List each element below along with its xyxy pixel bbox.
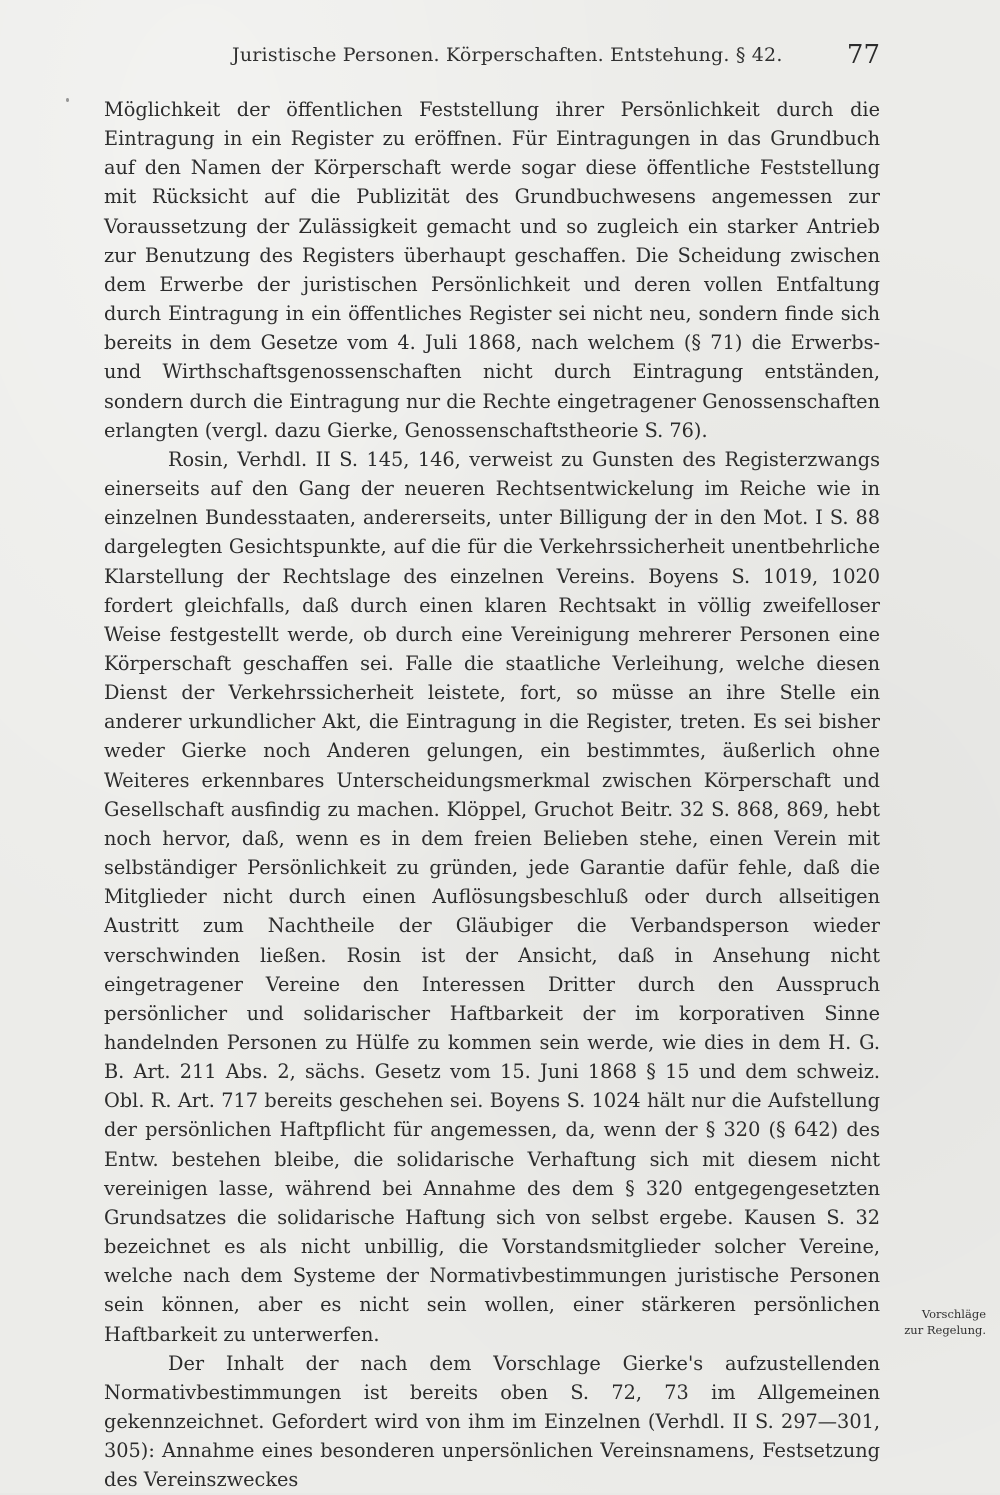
running-title: Juristische Personen. Körperschaften. Entstehung. § 42. [232, 44, 783, 66]
margin-note-line-2: zur Regelung. [904, 1323, 986, 1337]
paragraph-1: Möglichkeit der öffentlichen Feststellung ihrer Persönlichkeit durch die Eintragung in ein Register zu eröffnen. Für Eintragungen in das Grundbuch auf den Namen der Körperschaft werde sogar diese öffentliche Feststellung mit Rücksicht auf die Publizität des Grundbuchwesens angemessen zur Voraussetzung der Zulässigkeit gemacht und so zugleich ein starker Antrieb zur Benutzung des Registers überhaupt geschaffen. Die Scheidung zwischen dem Erwerbe der juristischen Persönlichkeit und deren vollen Entfaltung durch Eintragung in ein öffentliches Register sei nicht neu, sondern finde sich bereits in dem Gesetze vom 4. Juli 1868, nach welchem (§ 71) die Erwerbs- und Wirthschaftsgenossenschaften nicht durch Eintragung entständen, sondern durch die Eintragung nur die Rechte eingetragener Genossenschaften erlangten (vergl. dazu Gierke, Genossenschaftstheorie S. 76). [104, 98, 880, 442]
paragraph-3: Der Inhalt der nach dem Vorschlage Gierke's aufzustellenden Normativbestimmungen ist bereits oben S. 72, 73 im Allgemeinen gekennzeichnet. Gefordert wird von ihm im Einzelnen (Verhdl. II S. 297—301, 305): Annahme eines besonderen unpersönlichen Vereinsnamens, Festsetzung des Vereinszweckes [104, 1351, 880, 1492]
page-header [232, 40, 880, 76]
paragraph-2: Rosin, Verhdl. II S. 145, 146, verweist zu Gunsten des Registerzwangs einerseits auf den Gang der neueren Rechtsentwickelung im Reiche wie in einzelnen Bundesstaaten, andererseits, unter Billigung der in den Mot. I S. 88 dargelegten Gesichtspunkte, auf die für die Verkehrssicherheit unentbehrliche Klarstellung der Rechtslage des einzelnen Vereins. Boyens S. 1019, 1020 fordert gleichfalls, daß durch einen klaren Rechtsakt in völlig zweifelloser Weise festgestellt werde, ob durch eine Vereinigung mehrerer Personen eine Körperschaft geschaffen sei. Falle die staatliche Verleihung, welche diesen Dienst der Verkehrssicherheit leistete, fort, so müsse an ihre Stelle ein anderer urkundlicher Akt, die Eintragung in die Register, treten. Es sei bisher weder Gierke noch Anderen gelungen, ein bestimmtes, äußerlich ohne Weiteres erkennbares Unterscheidungsmerkmal zwischen Körperschaft und Gesellschaft ausfindig zu machen. Klöppel, Gruchot Beitr. 32 S. 868, 869, hebt noch hervor, daß, wenn es in dem freien Belieben stehe, einen Verein mit selbständiger Persönlichkeit zu gründen, jede Garantie dafür fehle, daß die Mitglieder nicht durch einen Auflösungsbeschluß oder durch allseitigen Austritt zum Nachtheile der Gläubiger die Verbandsperson wieder verschwinden ließen. Rosin ist der Ansicht, daß in Ansehung nicht eingetragener Vereine den Interessen Dritter durch den Ausspruch persönlicher und solidarischer Haftbarkeit der im korporativen Sinne handelnden Personen zu Hülfe zu kommen sein werde, wie dies in dem H. G. B. Art. 211 Abs. 2, sächs. Gesetz vom 15. Juni 1868 § 15 und dem schweiz. Obl. R. Art. 717 bereits geschehen sei. Boyens S. 1024 hält nur die Aufstellung der persönlichen Haftpflicht für angemessen, da, wenn der § 320 (§ 642) des Entw. bestehen bleibe, die solidarische Verhaftung sich mit diesem nicht vereinigen lasse, während bei Annahme des dem § 320 entgegengesetzten Grundsatzes die solidarische Haftung sich von selbst ergebe. Kausen S. 32 bezeichnet es als nicht unbillig, die Vorstandsmitglieder solcher Vereine, welche nach dem Systeme der Normativbestimmungen juristische Personen sein können, aber es nicht sein wollen, einer stärkeren persönlichen Haftbarkeit zu unterwerfen. [104, 447, 880, 1346]
page-number: 77 [846, 40, 880, 70]
body-text [104, 95, 880, 1495]
margin-note [888, 1306, 986, 1338]
ink-speck [66, 98, 69, 102]
margin-note-line-1: Vorschläge [921, 1307, 986, 1321]
